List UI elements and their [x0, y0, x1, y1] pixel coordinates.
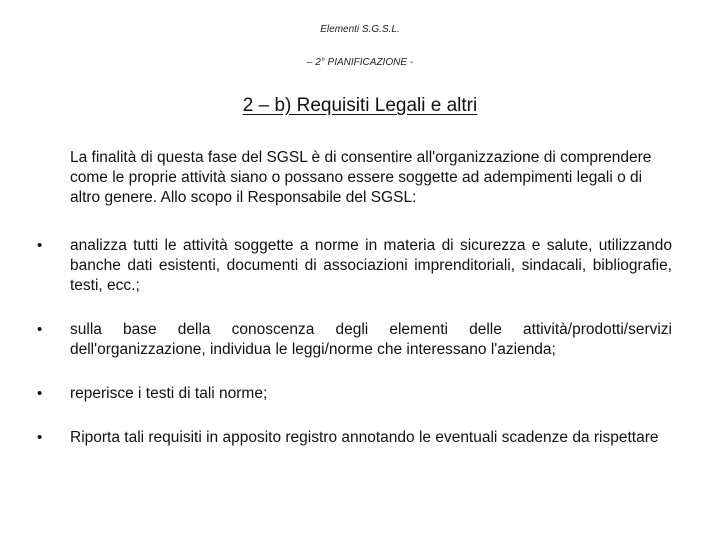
bullet-list: [0, 236, 720, 472]
list-item-text: analizza tutti le attività soggette a norme in materia di sicurezza e salute, utilizzando banche dati esistenti, documenti di associazioni imprenditoriali, sindacali, bibliografie, testi, ecc.;: [70, 237, 672, 294]
list-item-text: reperisce i testi di tali norme;: [70, 385, 268, 402]
list-item-text: Riporta tali requisiti in apposito registro annotando le eventuali scadenze da rispettare: [70, 429, 659, 446]
intro-paragraph: La finalità di questa fase del SGSL è di consentire all'organizzazione di comprendere come le proprie attività siano o possano essere soggette ad adempimenti legali o di altro genere. Allo scopo il Responsabile del SGSL:: [70, 149, 652, 206]
bullet-marker: •: [37, 237, 43, 254]
list-item: [0, 384, 672, 404]
bullet-marker: •: [37, 429, 43, 446]
bullet-marker: •: [37, 321, 43, 338]
header-subtitle: Elementi S.G.S.L.: [320, 24, 400, 35]
bullet-marker: •: [37, 385, 43, 402]
list-item: [0, 236, 672, 296]
list-item: [0, 428, 672, 448]
list-item-text: sulla base della conoscenza degli elementi delle attività/prodotti/servizi dell'organizzazione, individua le leggi/norme che interessano l'azienda;: [70, 321, 672, 358]
page-title: 2 – b) Requisiti Legali e altri: [242, 95, 478, 116]
header-section: – 2° PIANIFICAZIONE -: [306, 57, 414, 68]
list-item: [0, 320, 672, 360]
